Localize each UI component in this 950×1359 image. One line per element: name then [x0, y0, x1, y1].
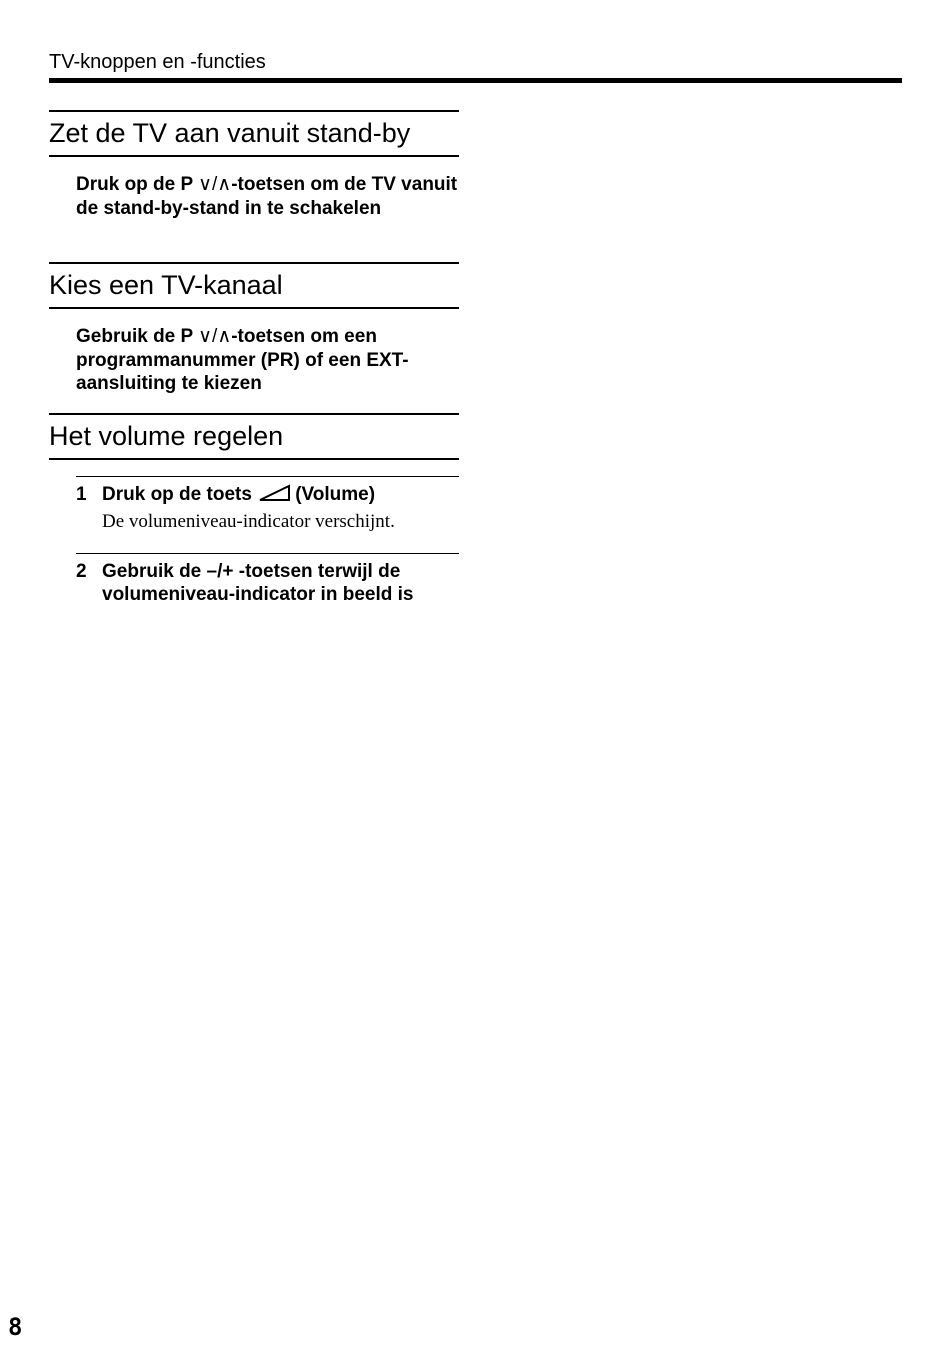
section-heading: Het volume regelen	[49, 413, 459, 460]
volume-minus-plus-symbol: –/+	[206, 560, 234, 582]
step-note: De volumeniveau-indicator verschijnt.	[102, 510, 395, 532]
step-text: Gebruik de –/+ -toetsen terwijl de volumeniveau-indicator in beeld is	[102, 560, 414, 605]
step-item	[76, 476, 459, 535]
step-number: 1	[76, 484, 87, 505]
page-number: 8	[8, 1313, 23, 1341]
volume-icon	[259, 484, 291, 509]
running-header: TV-knoppen en -functies	[49, 51, 266, 73]
body-text: Gebruik de P	[76, 326, 199, 347]
step-text: Druk op de toets (Volume)	[102, 483, 459, 509]
body-text: -toetsen om een programmanummer (PR) of een EXT-aansluiting te kiezen	[76, 326, 409, 394]
step-number: 2	[76, 560, 87, 582]
section-standby	[49, 110, 459, 220]
body-text: Druk op de P	[76, 174, 199, 195]
program-up-down-symbol: ∨/∧	[198, 174, 232, 195]
program-up-down-symbol: ∨/∧	[198, 326, 232, 347]
section-body	[76, 325, 459, 396]
section-heading: Kies een TV-kanaal	[49, 262, 459, 309]
step-list	[76, 476, 459, 607]
section-body	[76, 173, 459, 220]
body-text: -toetsen om de TV vanuit de stand-by-stand in te schakelen	[76, 174, 458, 219]
step-item	[76, 553, 459, 607]
section-heading: Zet de TV aan vanuit stand-by	[49, 110, 459, 157]
section-channel	[49, 262, 459, 396]
section-volume	[49, 413, 459, 607]
header-rule	[49, 78, 902, 83]
